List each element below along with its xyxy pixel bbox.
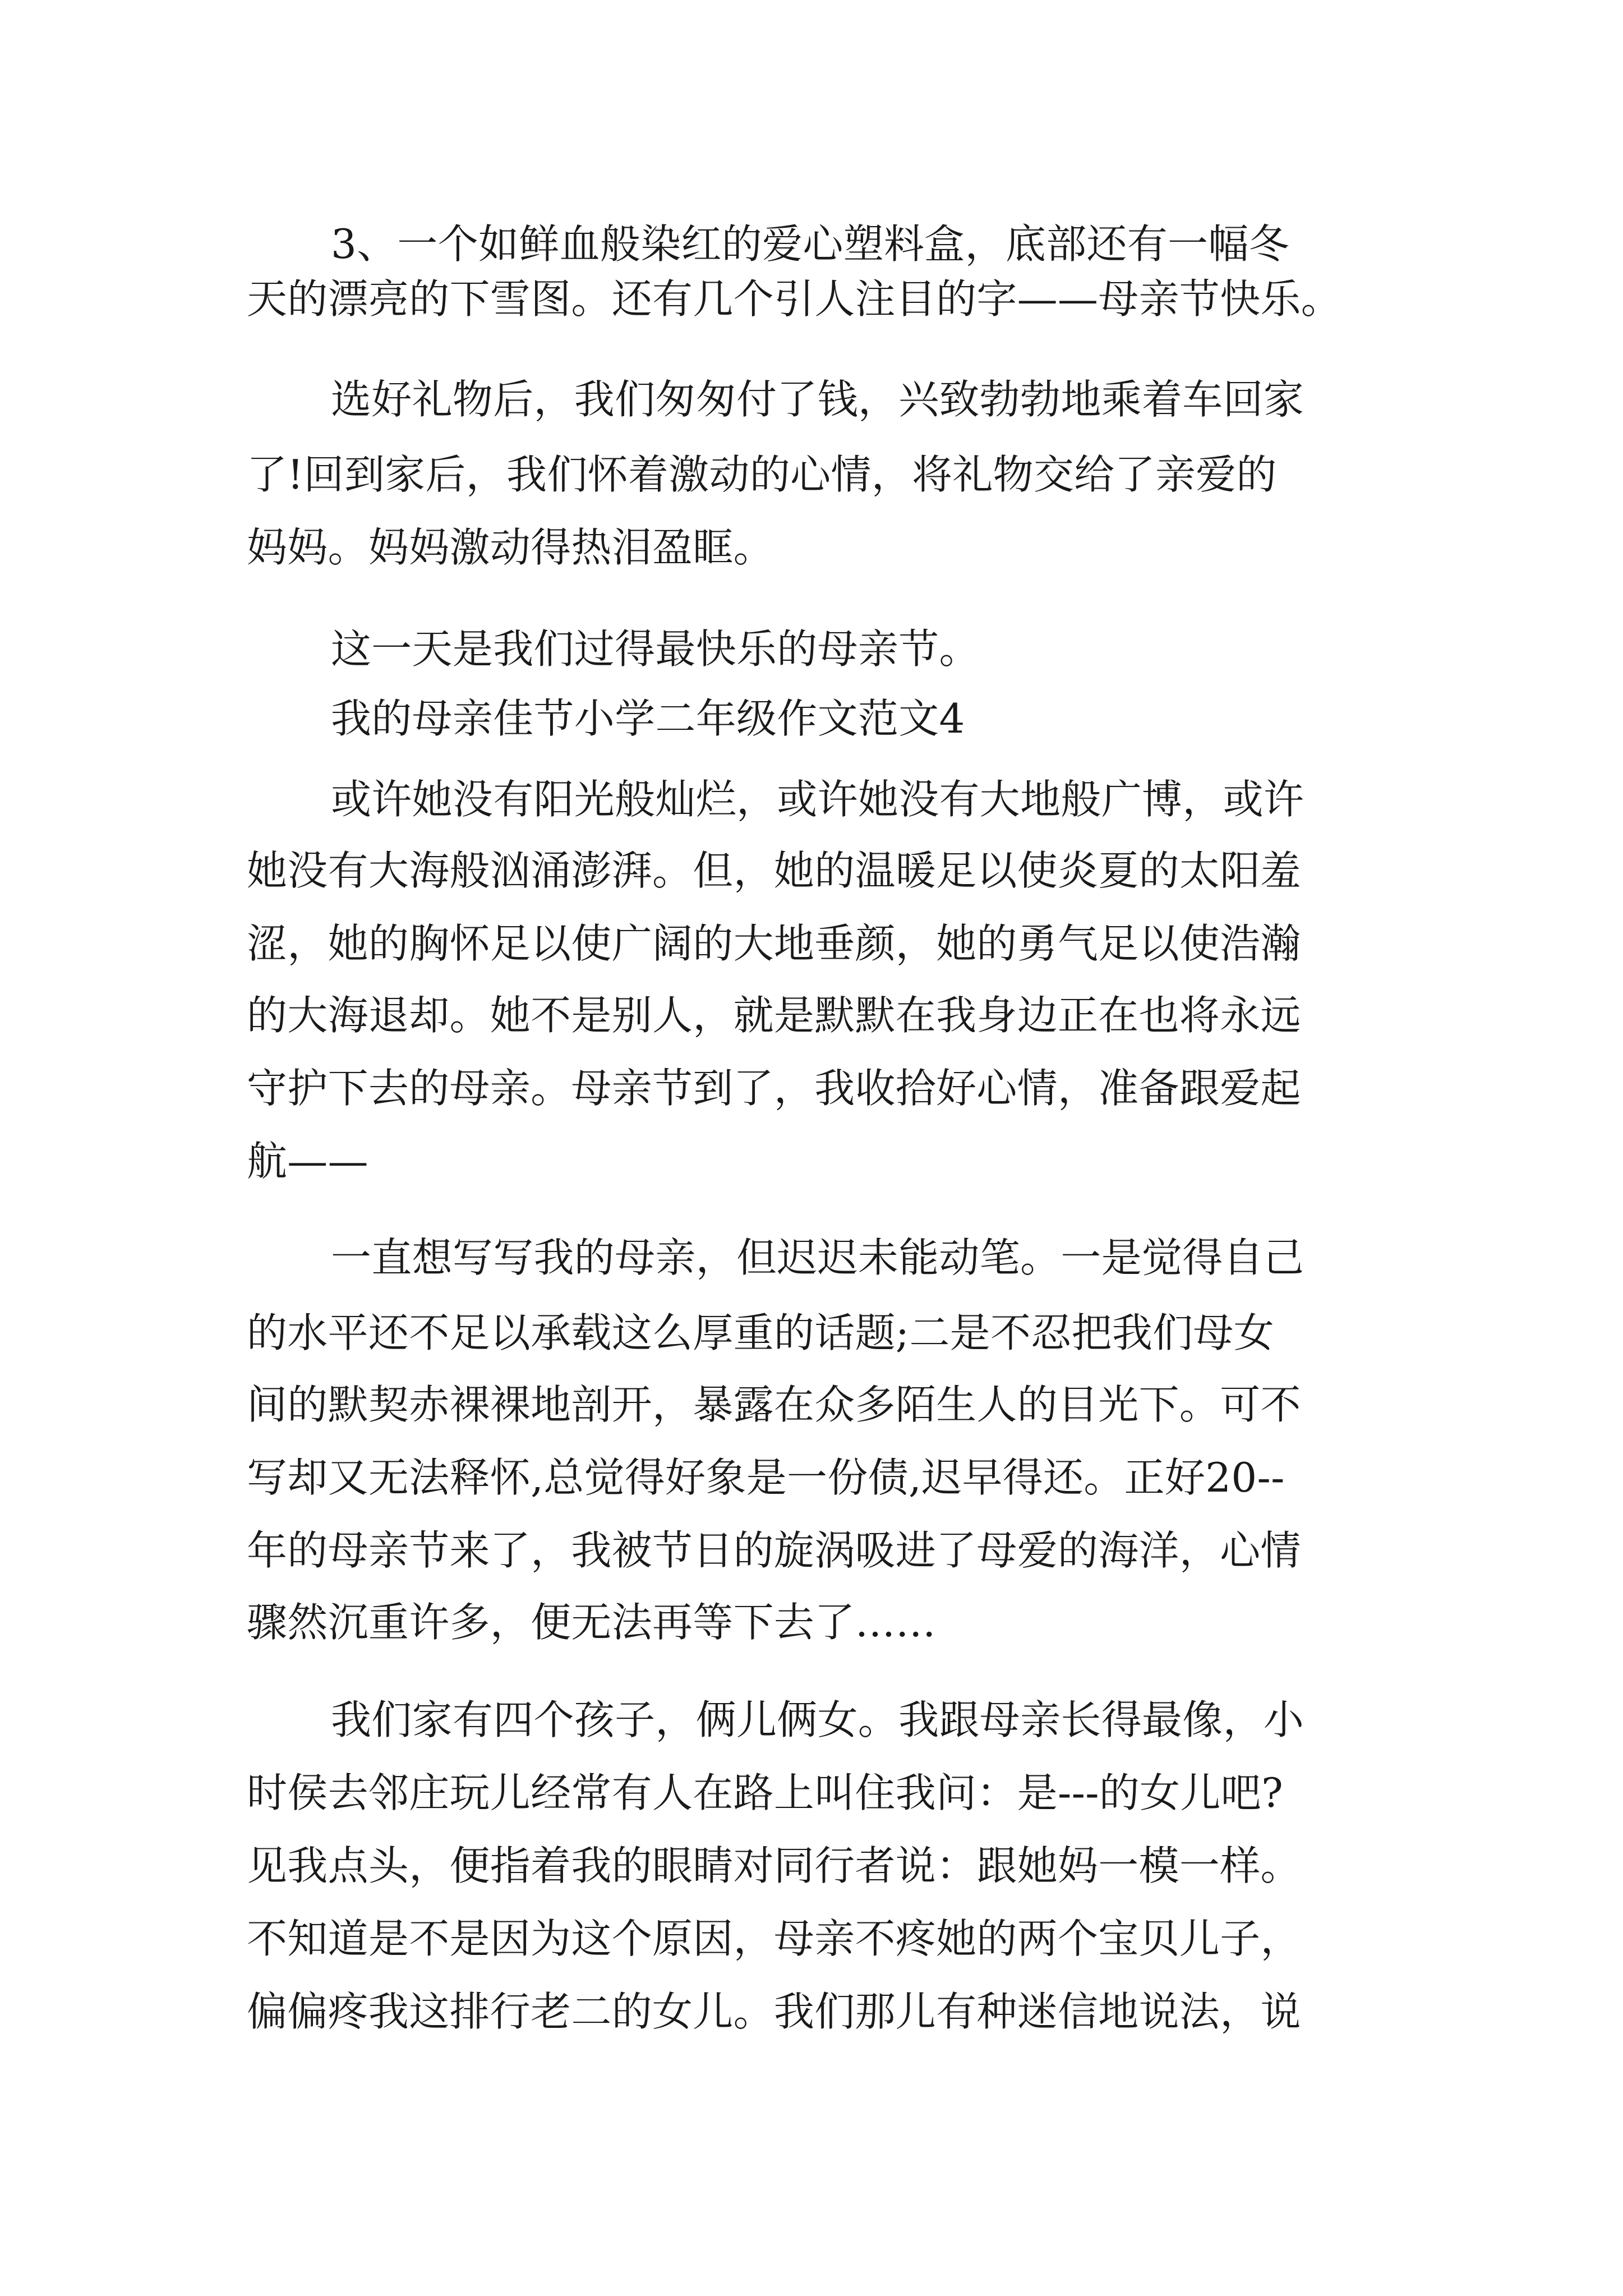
text-line: 骤然沉重许多，便无法再等下去了……: [247, 1599, 937, 1646]
text-line: 不知道是不是因为这个原因，母亲不疼她的两个宝贝儿子，: [247, 1915, 1301, 1962]
text-line: 我们家有四个孩子，俩儿俩女。我跟母亲长得最像，小: [331, 1696, 1304, 1743]
text-line: 这一天是我们过得最快乐的母亲节。: [331, 625, 980, 673]
text-line: 见我点头，便指着我的眼睛对同行者说：跟她妈一模一样。: [247, 1842, 1301, 1889]
text-line: 妈妈。妈妈激动得热泪盈眶。: [247, 524, 774, 571]
text-line: 她没有大海般汹涌澎湃。但，她的温暖足以使炎夏的太阳羞: [247, 847, 1301, 894]
text-line: 了!回到家后，我们怀着激动的心情，将礼物交给了亲爱的: [247, 451, 1277, 498]
text-line: 的大海退却。她不是别人，就是默默在我身边正在也将永远: [247, 992, 1301, 1039]
text-line: 3、一个如鲜血般染红的爱心塑料盒，底部还有一幅冬: [331, 220, 1290, 268]
section-heading: 我的母亲佳节小学二年级作文范文4: [331, 695, 965, 742]
text-line: 天的漂亮的下雪图。还有几个引人注目的字——母亲节快乐。: [247, 275, 1342, 323]
text-line: 或许她没有阳光般灿烂，或许她没有大地般广博，或许: [331, 776, 1304, 823]
text-line: 涩，她的胸怀足以使广阔的大地垂颜，她的勇气足以使浩瀚: [247, 920, 1301, 967]
text-line: 间的默契赤裸裸地剖开，暴露在众多陌生人的目光下。可不: [247, 1381, 1301, 1428]
text-line: 偏偏疼我这排行老二的女儿。我们那儿有种迷信地说法，说: [247, 1988, 1301, 2035]
text-line: 航——: [247, 1138, 368, 1185]
text-line: 写却又无法释怀,总觉得好象是一份债,迟早得还。正好20--: [247, 1454, 1285, 1501]
text-line: 的水平还不足以承载这么厚重的话题;二是不忍把我们母女: [247, 1309, 1275, 1356]
text-line: 年的母亲节来了，我被节日的旋涡吸进了母爱的海洋，心情: [247, 1527, 1301, 1574]
text-line: 选好礼物后，我们匆匆付了钱，兴致勃勃地乘着车回家: [331, 376, 1304, 423]
text-line: 一直想写写我的母亲，但迟迟未能动笔。一是觉得自己: [331, 1234, 1304, 1281]
text-line: 时侯去邻庄玩儿经常有人在路上叫住我问：是---的女儿吧?: [247, 1769, 1283, 1816]
text-line: 守护下去的母亲。母亲节到了，我收拾好心情，准备跟爱起: [247, 1065, 1301, 1112]
